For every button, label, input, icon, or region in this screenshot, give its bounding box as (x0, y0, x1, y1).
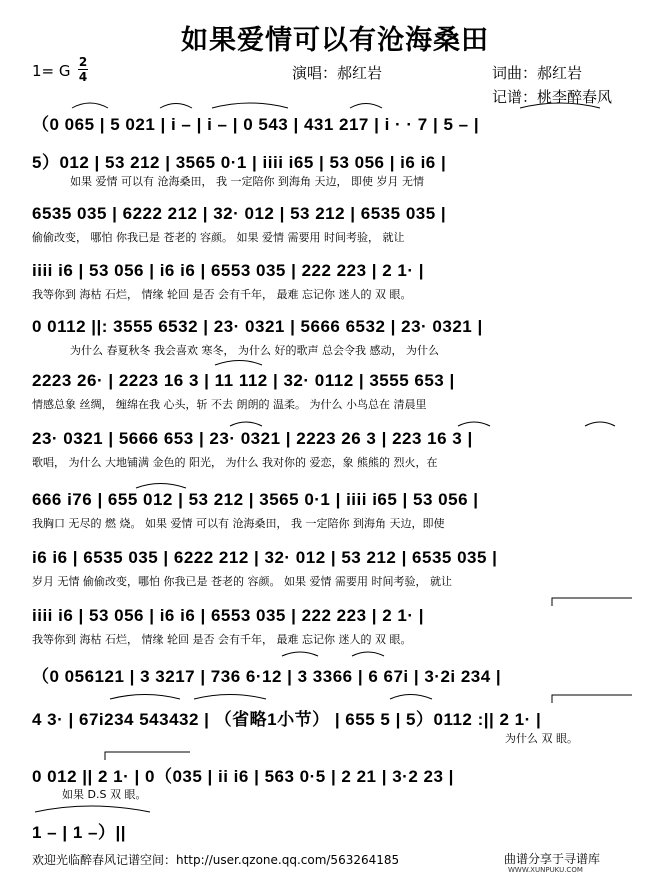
slur (212, 103, 288, 108)
slur (110, 695, 180, 700)
slur (160, 104, 192, 109)
score-row-notes: （0 065 | 5 021 | i – | i – | 0 543 | 431 217 | i · · 7 | 5 – | (32, 115, 480, 134)
slur (136, 484, 186, 489)
score-row-lyrics: 偷偷改变， 哪怕 你我已是 苍老的 容颜。 如果 爱情 需要用 时间考验， 就让 (32, 231, 405, 244)
site-watermark: WWW.XUNPUKU.COM (508, 866, 583, 874)
score-row-lyrics: 岁月 无情 偷偷改变，哪怕 你我已是 苍老的 容颜。 如果 爱情 需要用 时间考验， 就让 (32, 575, 452, 588)
lyricist-composer-credit: 词曲：郝红岩 (492, 64, 583, 82)
score-row-notes: iiii i6 | 53 056 | i6 i6 | 6553 035 | 222 223 | 2 1· | (32, 261, 425, 280)
score-row-notes: 5）012 | 53 212 | 3565 0·1 | iiii i65 | 53 056 | i6 i6 | (32, 153, 447, 172)
score-row-notes: 4 3· | 67i234 543432 | （省略1小节） | 655 5 | 5）0112 :|| 2 1· | (32, 710, 542, 729)
slur (35, 806, 150, 812)
slur (72, 103, 108, 108)
score-row-notes: 6535 035 | 6222 212 | 32· 012 | 53 212 | 6535 035 | (32, 204, 447, 223)
slur (390, 695, 432, 700)
score-row-lyrics: 情感总象 丝绸， 缠绵在我 心头，斩 不去 朗朗的 温柔。 为什么 小鸟总在 清晨里 (32, 398, 427, 411)
footer-credit: 欢迎光临醉春风记谱空间：http://user.qzone.qq.com/563264185 (32, 853, 400, 867)
singer-credit: 演唱：郝红岩 (292, 64, 383, 82)
volta-bracket (552, 598, 632, 606)
slur (230, 422, 262, 426)
time-sig-bottom: 4 (78, 70, 88, 84)
score-row-lyrics: 我等你到 海枯 石烂， 情缘 轮回 是否 会有千年， 最难 忘记你 迷人的 双 眼。 (32, 288, 412, 301)
song-title: 如果爱情可以有沧海桑田 (181, 25, 489, 56)
score-row-notes: 666 i76 | 655 012 | 53 212 | 3565 0·1 | iiii i65 | 53 056 | (32, 490, 479, 509)
slur (520, 103, 600, 108)
score-row-lyrics: 为什么 双 眼。 (505, 732, 578, 745)
score-row-lyrics: 我胸口 无尽的 燃 烧。 如果 爱情 可以有 沧海桑田， 我 一定陪你 到海角 天边，即使 (32, 517, 445, 530)
source-badge: 曲谱分享于寻谱库 (504, 852, 601, 866)
score-row-notes: i6 i6 | 6535 035 | 6222 212 | 32· 012 | 53 212 | 6535 035 | (32, 548, 498, 567)
score-row-notes: 2223 26· | 2223 16 3 | 11 112 | 32· 0112 | 3555 653 | (32, 371, 455, 390)
transcriber-credit: 记谱：桃李醉春风 (492, 88, 613, 106)
slur (282, 652, 318, 656)
slur (350, 104, 382, 109)
score-row-notes: 1 – | 1 –）|| (32, 823, 126, 842)
volta-bracket (552, 695, 632, 703)
slur (352, 652, 384, 656)
score-row-notes: 23· 0321 | 5666 653 | 23· 0321 | 2223 26 3 | 223 16 3 | (32, 429, 473, 448)
slur (215, 361, 262, 366)
slur (458, 422, 490, 426)
score-row-notes: （0 056121 | 3 3217 | 736 6·12 | 3 3366 | 6 67i | 3·2i 234 | (32, 667, 502, 686)
score-row-lyrics: 我等你到 海枯 石烂， 情缘 轮回 是否 会有千年， 最难 忘记你 迷人的 双 眼。 (32, 633, 412, 646)
time-sig-top: 2 (78, 55, 88, 69)
key-signature: 1= G (32, 62, 71, 80)
score-row-lyrics: 歌唱， 为什么 大地铺满 金色的 阳光， 为什么 我对你的 爱恋，象 熊熊的 烈火，在 (32, 456, 438, 469)
score-row-lyrics: 如果 爱情 可以有 沧海桑田， 我 一定陪你 到海角 天边， 即使 岁月 无情 (70, 175, 424, 188)
score-row-notes: iiii i6 | 53 056 | i6 i6 | 6553 035 | 222 223 | 2 1· | (32, 606, 425, 625)
score-row-lyrics: 为什么 春夏秋冬 我会喜欢 寒冬， 为什么 好的歌声 总会令我 感动， 为什么 (70, 344, 439, 357)
score-row-lyrics: 如果 D.S 双 眼。 (62, 788, 147, 801)
volta-bracket (105, 752, 190, 760)
slur (194, 695, 266, 700)
score-row-notes: 0 0112 ||: 3555 6532 | 23· 0321 | 5666 6532 | 23· 0321 | (32, 317, 483, 336)
slur (585, 422, 615, 426)
score-row-notes: 0 012 || 2 1· | 0（035 | ii i6 | 563 0·5 | 2 21 | 3·2 23 | (32, 767, 454, 786)
